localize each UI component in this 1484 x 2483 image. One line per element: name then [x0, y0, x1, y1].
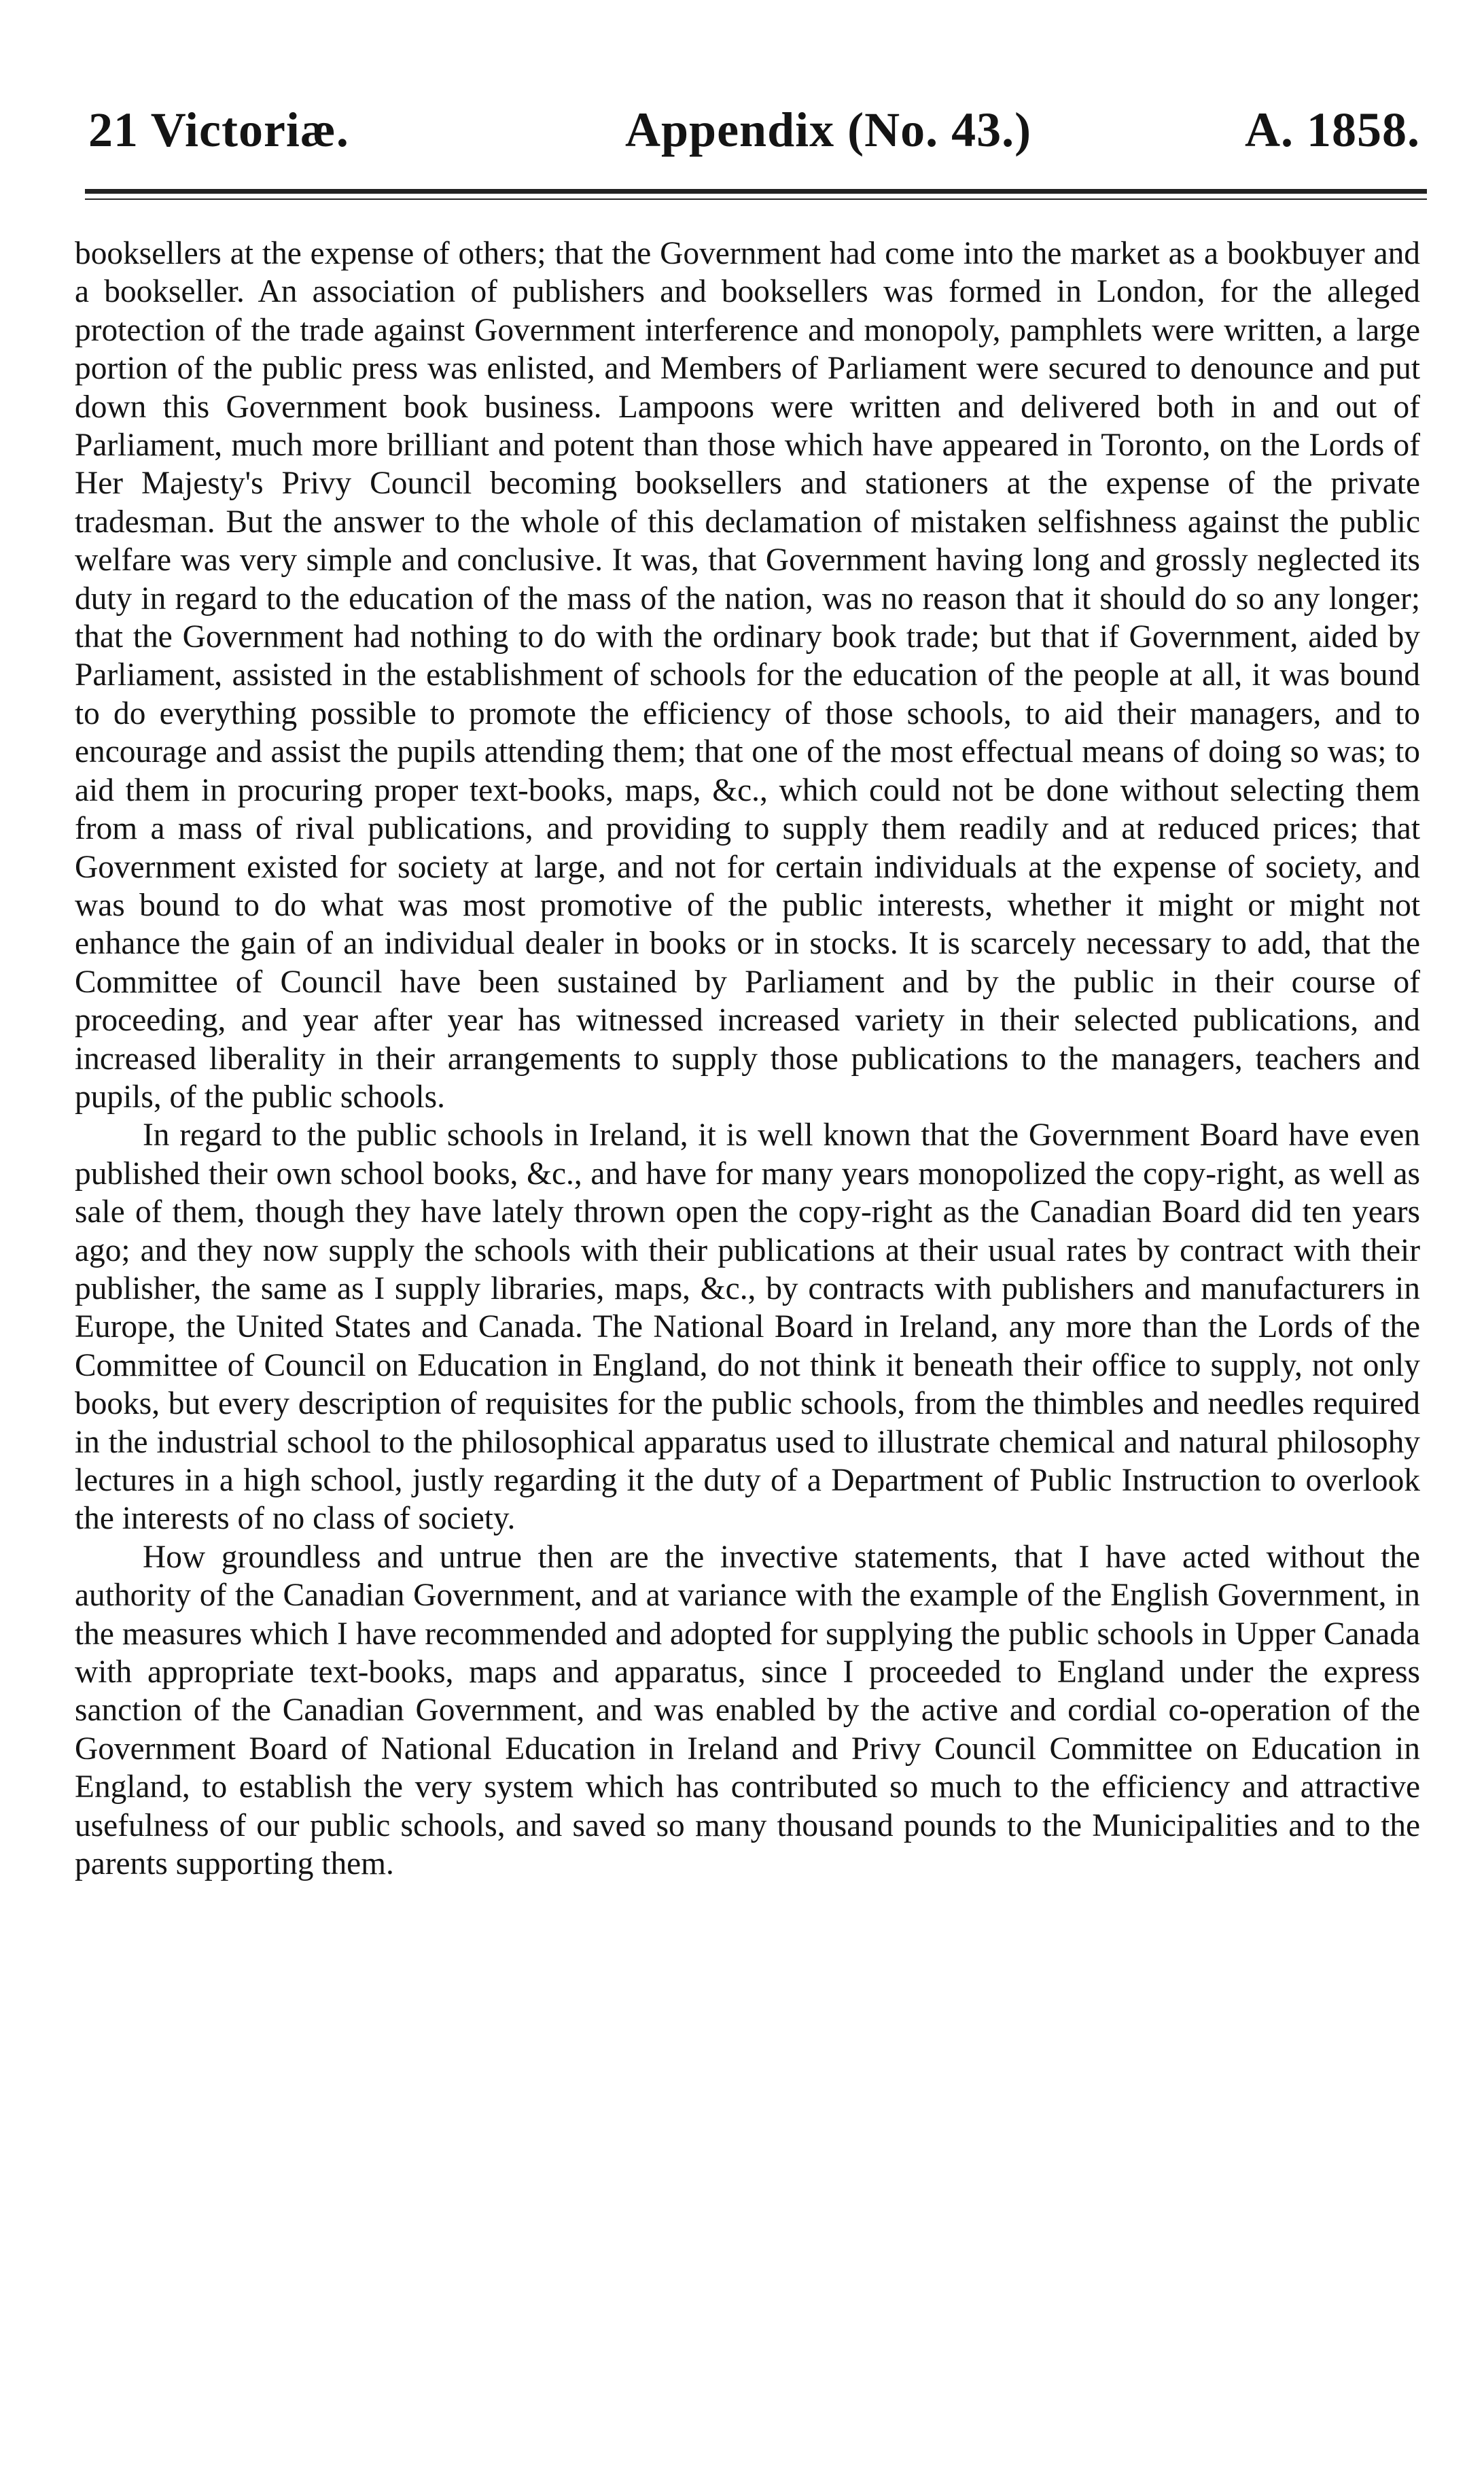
- paragraph-conclusion: How groundless and untrue then are the invective statements, that I have acted without the authority of the Canadian Government, and at variance with the example of the English Government, in the measures which I have recommended and adopted for supplying the public schools in Upper Canada with appropriate text-books, maps and apparatus, since I proceeded to England under the express sanction of the Canadian Government, and was enabled by the active and cordial co-operation of the Government Board of National Education in Ireland and Privy Council Committee on Education in England, to establish the very system which has contributed so much to the efficiency and attractive usefulness of our public schools, and saved so many thousand pounds to the Municipalities and to the parents supporting them.: [75, 1539, 1420, 1882]
- header-year: A. 1858.: [1245, 103, 1420, 157]
- header-rule-thin: [85, 198, 1427, 200]
- header-session: 21 Victoriæ.: [88, 103, 349, 157]
- paragraph-continuation: booksellers at the expense of others; that the Government had come into the market as a bookbuyer and a bookseller. An association of publishers and booksellers was formed in London, for the alleged protection of the trade against Government interference and monopoly, pamphlets were written, a large portion of the public press was enlisted, and Members of Parliament were secured to denounce and put down this Government book business. Lampoons were written and delivered both in and out of Parliament, much more brilliant and potent than those which have appeared in Toronto, on the Lords of Her Majesty's Privy Council becoming booksellers and stationers at the expense of the private tradesman. But the answer to the whole of this declamation of mistaken selfishness against the public welfare was very simple and conclusive. It was, that Government having long and grossly neglected its duty in regard to the education of the mass of the nation, was no reason that it should do so any longer; that the Government had nothing to do with the ordinary book trade; but that if Government, aided by Parliament, assisted in the establishment of schools for the education of the people at all, it was bound to do everything possible to promote the efficiency of those schools, to aid their managers, and to encourage and assist the pupils attending them; that one of the most effectual means of doing so was; to aid them in procuring proper text-books, maps, &c., which could not be done without selecting them from a mass of rival publications, and providing to supply them readily and at reduced prices; that Government existed for society at large, and not for certain individuals at the expense of society, and was bound to do what was most promotive of the public interests, whether it might or might not enhance the gain of an individual dealer in books or in stocks. It is scarcely necessary to add, that the Committee of Council have been sustained by Parliament and by the public in their course of proceeding, and year after year has witnessed increased variety in their selected publications, and increased liberality in their arrangements to supply those publications to the managers, teachers and pupils, of the public schools.: [75, 236, 1420, 1115]
- header-appendix: Appendix (No. 43.): [625, 103, 1032, 157]
- paragraph-ireland: In regard to the public schools in Ireland, it is well known that the Government Board have even published their own school books, &c., and have for many years monopolized the copy-right, as well as sale of them, though they have lately thrown open the copy-right as the Canadian Board did ten years ago; and they now supply the schools with their publications at their usual rates by contract with their publisher, the same as I supply libraries, maps, &c., by contracts with publishers and manufacturers in Europe, the United States and Canada. The National Board in Ireland, any more than the Lords of the Committee of Council on Education in England, do not think it beneath their office to supply, not only books, but every description of requisites for the public schools, from the thimbles and needles required in the industrial school to the philosophical apparatus used to illustrate chemical and natural philosophy lectures in a high school, justly regarding it the duty of a Department of Public Instruction to overlook the interests of no class of society.: [75, 1117, 1420, 1537]
- header-rule-thick: [85, 189, 1427, 194]
- body-text: [75, 235, 1420, 1883]
- running-header: [88, 102, 1420, 177]
